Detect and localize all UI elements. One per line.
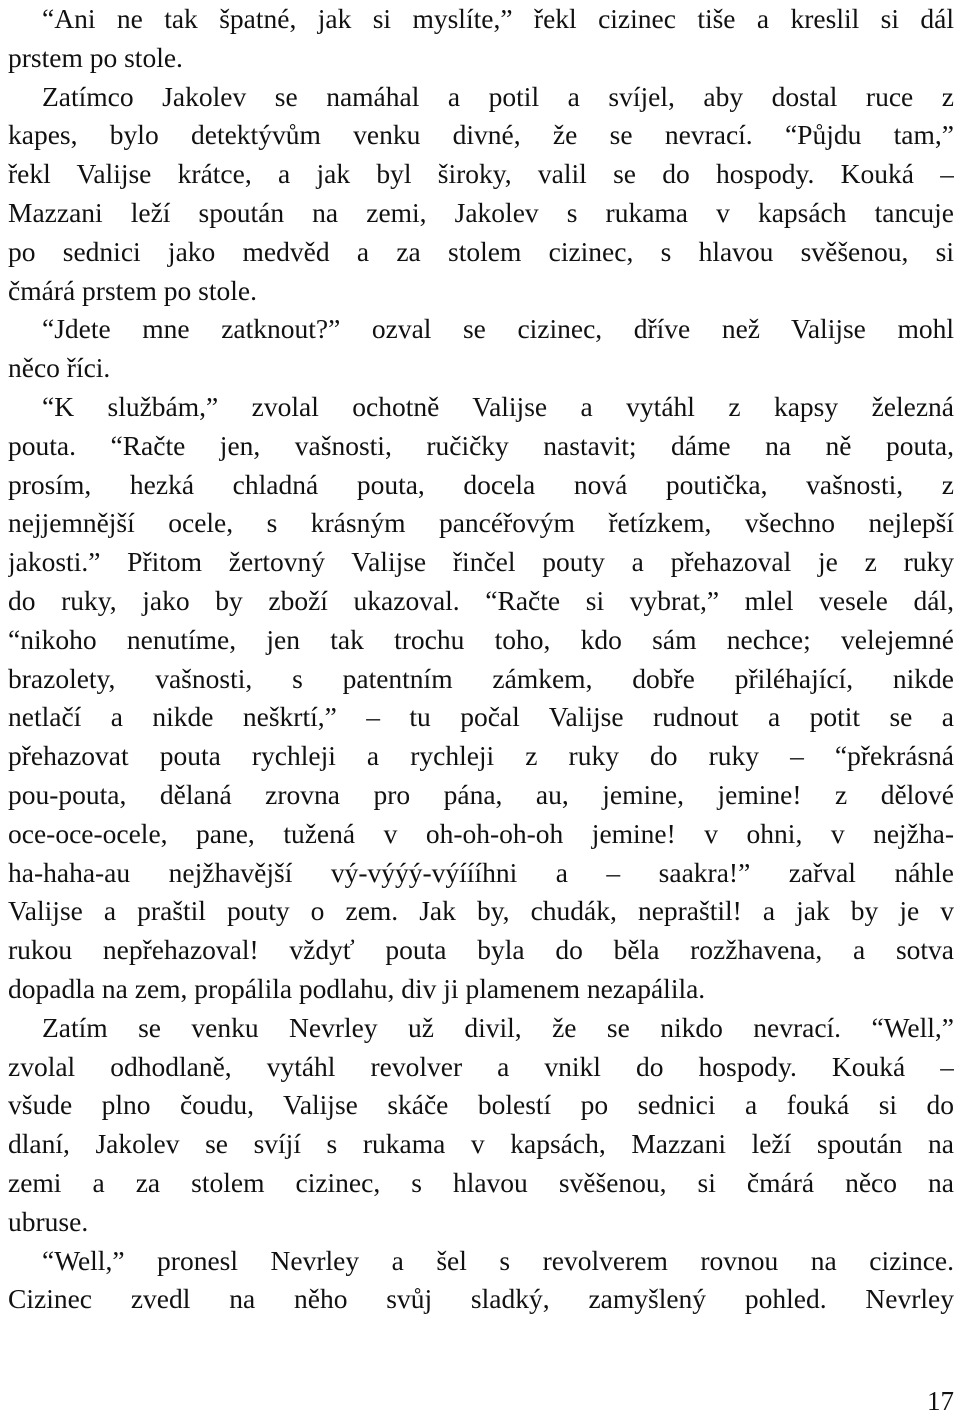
- text-line: řekl Valijse krátce, a jak byl široky, valil se do hospody. Kouká –: [8, 158, 954, 190]
- text-line: “K službám,” zvolal ochotně Valijse a vytáhl z kapsy železná: [42, 390, 954, 422]
- text-line: něco říci.: [8, 352, 111, 384]
- text-line: kapes, bylo detektývům venku divné, že se nevrací. “Půjdu tam,”: [8, 119, 954, 151]
- text-line: rukou nepřehazoval! vždyť pouta byla do běla rozžhavena, a sotva: [8, 934, 954, 966]
- text-line: do ruky, jako by zboží ukazoval. “Račte si vybrat,” mlel vesele dál,: [8, 584, 954, 616]
- text-line: přehazovat pouta rychleji a rychleji z ruky do ruky – “překrásná: [8, 740, 954, 772]
- text-line: Zatímco Jakolev se namáhal a potil a svíjel, aby dostal ruce z: [42, 80, 954, 112]
- text-line: “Well,” pronesl Nevrley a šel s revolverem rovnou na cizince.: [42, 1244, 954, 1276]
- page-body: [8, 0, 954, 1319]
- text-line: pou-pouta, dělaná zrovna pro pána, au, jemine, jemine! z dělové: [8, 778, 954, 810]
- text-line: dopadla na zem, propálila podlahu, div ji plamenem nezapálila.: [8, 972, 706, 1004]
- text-line: Zatím se venku Nevrley už divil, že se nikdo nevrací. “Well,”: [42, 1011, 954, 1043]
- text-line: Valijse a praštil pouty o zem. Jak by, chudák, nepraštil! a jak by je v: [8, 895, 954, 927]
- text-line: pouta. “Račte jen, vašnosti, ručičky nastavit; dáme na ně pouta,: [8, 429, 954, 461]
- text-line: ha-haha-au nejžhavější vý-výýý-výíííhni a – saakra!” zařval náhle: [8, 856, 954, 888]
- text-line: Mazzani leží spoután na zemi, Jakolev s rukama v kapsách tancuje: [8, 196, 954, 228]
- text-line: čmárá prstem po stole.: [8, 274, 257, 306]
- text-line: po sednici jako medvěd a za stolem cizinec, s hlavou svěšenou, si: [8, 235, 954, 267]
- text-line: všude plno čoudu, Valijse skáče bolestí po sednici a fouká si do: [8, 1089, 954, 1121]
- text-line: dlaní, Jakolev se svíjí s rukama v kapsách, Mazzani leží spoután na: [8, 1128, 954, 1160]
- text-line: netlačí a nikde neškrtí,” – tu počal Valijse rudnout a potit se a: [8, 701, 954, 733]
- text-line: Cizinec zvedl na něho svůj sladký, zamyšlený pohled. Nevrley: [8, 1283, 954, 1315]
- text-line: zvolal odhodlaně, vytáhl revolver a vnikl do hospody. Kouká –: [8, 1050, 954, 1082]
- text-line: prosím, hezká chladná pouta, docela nová poutička, vašnosti, z: [8, 468, 954, 500]
- page-number: 17: [927, 1386, 954, 1416]
- text-line: jakosti.” Přitom žertovný Valijse řinčel pouty a přehazoval je z ruky: [8, 546, 954, 578]
- text-line: nejjemnější ocele, s krásným pancéřovým řetízkem, všechno nejlepší: [8, 507, 954, 539]
- text-line: oce-oce-ocele, pane, tužená v oh-oh-oh-oh jemine! v ohni, v nejžha-: [8, 817, 954, 849]
- text-line: “Jdete mne zatknout?” ozval se cizinec, dříve než Valijse mohl: [42, 313, 954, 345]
- text-line: “nikoho nenutíme, jen tak trochu toho, kdo sám nechce; velejemné: [8, 623, 954, 655]
- text-line: ubruse.: [8, 1205, 89, 1237]
- text-line: brazolety, vašnosti, s patentním zámkem, dobře přiléhající, nikde: [8, 662, 954, 694]
- text-line: “Ani ne tak špatné, jak si myslíte,” řekl cizinec tiše a kreslil si dál: [42, 3, 954, 34]
- text-line: zemi a za stolem cizinec, s hlavou svěšenou, si čmárá něco na: [8, 1166, 954, 1198]
- text-line: prstem po stole.: [8, 41, 183, 73]
